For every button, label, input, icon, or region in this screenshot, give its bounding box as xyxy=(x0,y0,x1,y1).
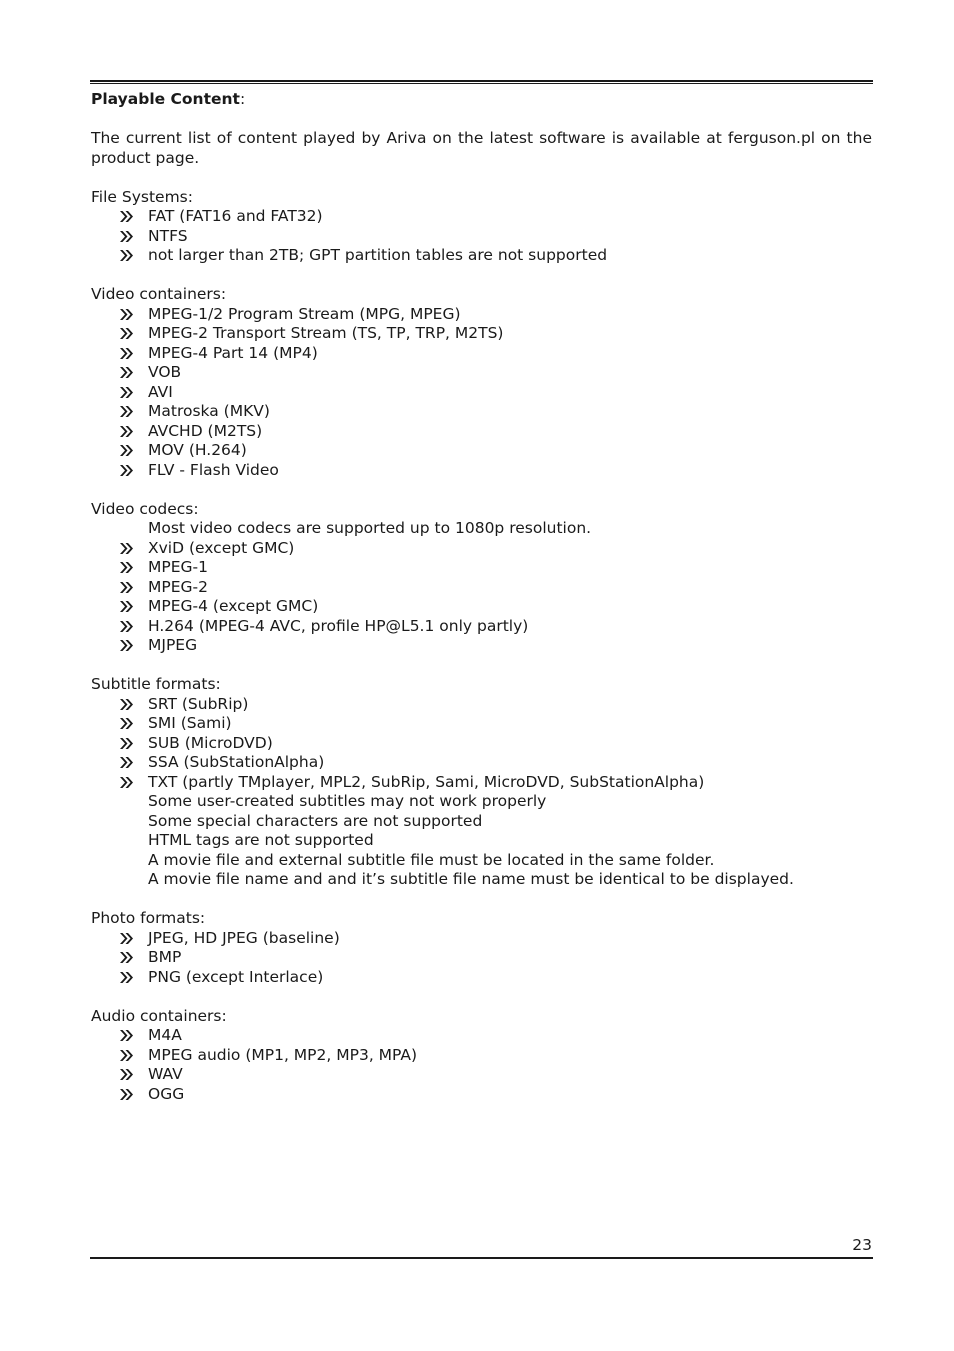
double-chevron-right-icon xyxy=(119,600,134,613)
list-item-text: MPEG-1/2 Program Stream (MPG, MPEG) xyxy=(148,304,461,323)
list-item-text: AVI xyxy=(148,382,173,401)
list-item-text: MOV (H.264) xyxy=(148,441,247,459)
list-item xyxy=(91,207,872,227)
list-item xyxy=(91,714,872,734)
list-item xyxy=(91,363,872,383)
page-heading xyxy=(91,90,872,110)
section-title: Video containers: xyxy=(91,285,227,303)
list-item xyxy=(91,1026,872,1046)
list-item xyxy=(91,1065,872,1085)
list-item-text: MPEG-4 (except GMC) xyxy=(148,597,319,615)
list-item-text: VOB xyxy=(148,363,182,381)
double-chevron-right-icon xyxy=(119,542,134,555)
list-item-text: MPEG-1 xyxy=(148,558,208,576)
spacer xyxy=(91,110,872,130)
section-title: Subtitle formats: xyxy=(91,675,221,693)
audio-containers-section xyxy=(91,1007,872,1105)
list-item-text: Matroska (MKV) xyxy=(148,402,270,420)
bullet-list xyxy=(91,305,872,481)
double-chevron-right-icon xyxy=(119,405,134,418)
double-chevron-right-icon xyxy=(119,561,134,574)
spacer xyxy=(91,480,872,500)
subtitle-note: Some special characters are not supported xyxy=(148,811,483,830)
double-chevron-right-icon xyxy=(119,327,134,340)
list-item xyxy=(91,324,872,344)
double-chevron-right-icon xyxy=(119,737,134,750)
spacer xyxy=(91,168,872,188)
list-item-text: SSA (SubStationAlpha) xyxy=(148,753,325,771)
list-item xyxy=(91,383,872,403)
list-item xyxy=(91,539,872,559)
list-item xyxy=(91,929,872,949)
spacer xyxy=(91,656,872,676)
double-chevron-right-icon xyxy=(119,425,134,438)
double-chevron-right-icon xyxy=(119,1068,134,1081)
double-chevron-right-icon xyxy=(119,932,134,945)
list-item xyxy=(91,558,872,578)
subtitle-note: A movie file and external subtitle file must be located in the same folder. xyxy=(148,850,715,869)
list-item xyxy=(91,402,872,422)
list-item-text: WAV xyxy=(148,1065,183,1083)
double-chevron-right-icon xyxy=(119,386,134,399)
list-item-text: MPEG-2 xyxy=(148,577,208,596)
double-chevron-right-icon xyxy=(119,1029,134,1042)
list-item-text: BMP xyxy=(148,948,182,966)
section-note: Most video codecs are supported up to 1080p resolution. xyxy=(148,519,592,537)
file-systems-section xyxy=(91,188,872,266)
list-item-text: NTFS xyxy=(148,226,188,245)
list-item-text: FAT (FAT16 and FAT32) xyxy=(148,207,323,225)
list-item xyxy=(91,968,872,988)
double-chevron-right-icon xyxy=(119,581,134,594)
double-chevron-right-icon xyxy=(119,756,134,769)
document-body xyxy=(91,90,872,1104)
list-item-text: PNG (except Interlace) xyxy=(148,967,324,986)
subtitle-note: Some user-created subtitles may not work properly xyxy=(148,792,547,810)
section-title: Video codecs: xyxy=(91,499,199,518)
list-item-text: OGG xyxy=(148,1084,185,1103)
list-item-text: FLV - Flash Video xyxy=(148,460,279,479)
double-chevron-right-icon xyxy=(119,698,134,711)
double-chevron-right-icon xyxy=(119,717,134,730)
bullet-list xyxy=(91,695,872,793)
page-heading-bold: Playable Content xyxy=(91,90,240,108)
list-item-text: JPEG, HD JPEG (baseline) xyxy=(148,928,340,947)
double-chevron-right-icon xyxy=(119,366,134,379)
intro-paragraph: The current list of content played by Ariva on the latest software is available at ferguson.pl on the product page. xyxy=(91,129,872,167)
list-item-text: SUB (MicroDVD) xyxy=(148,733,273,752)
list-item-text: SMI (Sami) xyxy=(148,714,232,732)
double-chevron-right-icon xyxy=(119,249,134,262)
section-title: Audio containers: xyxy=(91,1006,227,1025)
double-chevron-right-icon xyxy=(119,620,134,633)
double-chevron-right-icon xyxy=(119,308,134,321)
double-chevron-right-icon xyxy=(119,1049,134,1062)
double-chevron-right-icon xyxy=(119,639,134,652)
double-chevron-right-icon xyxy=(119,1088,134,1101)
list-item xyxy=(91,227,872,247)
double-chevron-right-icon xyxy=(119,444,134,457)
double-chevron-right-icon xyxy=(119,951,134,964)
double-chevron-right-icon xyxy=(119,230,134,243)
list-item-text: AVCHD (M2TS) xyxy=(148,421,263,440)
list-item xyxy=(91,246,872,266)
list-item xyxy=(91,344,872,364)
video-containers-section xyxy=(91,285,872,480)
list-item xyxy=(91,578,872,598)
list-item-text: SRT (SubRip) xyxy=(148,694,249,713)
section-title: File Systems: xyxy=(91,187,193,206)
spacer xyxy=(91,266,872,286)
section-title: Photo formats: xyxy=(91,909,206,927)
list-item-text: MPEG-2 Transport Stream (TS, TP, TRP, M2TS) xyxy=(148,324,504,342)
video-codecs-section xyxy=(91,500,872,656)
list-item-text: MPEG-4 Part 14 (MP4) xyxy=(148,343,318,362)
double-chevron-right-icon xyxy=(119,464,134,477)
list-item xyxy=(91,441,872,461)
list-item xyxy=(91,422,872,442)
list-item-text: TXT (partly TMplayer, MPL2, SubRip, Sami, MicroDVD, SubStationAlpha) xyxy=(148,772,705,791)
list-item xyxy=(91,773,872,793)
double-chevron-right-icon xyxy=(119,971,134,984)
list-item-text: not larger than 2TB; GPT partition tables are not supported xyxy=(148,246,608,264)
top-rule xyxy=(90,80,873,84)
list-item xyxy=(91,948,872,968)
list-item xyxy=(91,305,872,325)
list-item xyxy=(91,695,872,715)
double-chevron-right-icon xyxy=(119,776,134,789)
list-item-text: MPEG audio (MP1, MP2, MP3, MPA) xyxy=(148,1045,418,1064)
list-item xyxy=(91,734,872,754)
list-item xyxy=(91,461,872,481)
list-item xyxy=(91,617,872,637)
page-heading-colon: : xyxy=(239,90,246,108)
list-item-text: H.264 (MPEG-4 AVC, profile HP@L5.1 only partly) xyxy=(148,616,529,635)
list-item xyxy=(91,1046,872,1066)
list-item xyxy=(91,753,872,773)
list-item xyxy=(91,597,872,617)
double-chevron-right-icon xyxy=(119,347,134,360)
list-item-text: XviD (except GMC) xyxy=(148,538,295,557)
subtitle-note: A movie file name and and it’s subtitle file name must be identical to be displayed. xyxy=(148,870,794,888)
list-item-text: M4A xyxy=(148,1026,182,1044)
list-item-text: MJPEG xyxy=(148,636,198,654)
bullet-list xyxy=(91,539,872,656)
spacer xyxy=(91,890,872,910)
page-number: 23 xyxy=(852,1236,872,1254)
subtitle-formats-section xyxy=(91,675,872,890)
subtitle-note: HTML tags are not supported xyxy=(148,831,374,849)
double-chevron-right-icon xyxy=(119,210,134,223)
bullet-list xyxy=(91,1026,872,1104)
photo-formats-section xyxy=(91,909,872,987)
bottom-rule xyxy=(90,1257,873,1259)
bullet-list xyxy=(91,929,872,988)
list-item xyxy=(91,1085,872,1105)
list-item xyxy=(91,636,872,656)
bullet-list xyxy=(91,207,872,266)
spacer xyxy=(91,987,872,1007)
